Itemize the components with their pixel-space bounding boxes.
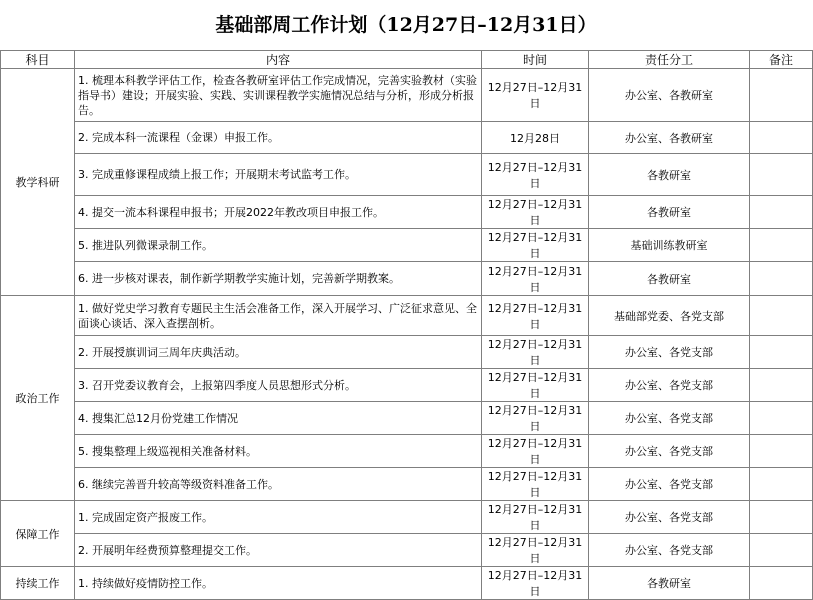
time-cell[interactable]: 12月27日–12月31日 bbox=[482, 154, 589, 196]
category-cell[interactable]: 持续工作 bbox=[1, 567, 75, 600]
content-cell[interactable]: 1. 完成固定资产报废工作。 bbox=[75, 501, 482, 534]
header-category: 科目 bbox=[1, 51, 75, 69]
responsibility-cell[interactable]: 办公室、各教研室 bbox=[589, 122, 750, 154]
content-cell[interactable]: 2. 完成本科一流课程（金课）申报工作。 bbox=[75, 122, 482, 154]
note-cell[interactable] bbox=[750, 196, 813, 229]
time-cell[interactable]: 12月27日–12月31日 bbox=[482, 229, 589, 262]
plan-table-container bbox=[0, 50, 812, 598]
table-row bbox=[1, 196, 813, 229]
table-row bbox=[1, 534, 813, 567]
note-cell[interactable] bbox=[750, 435, 813, 468]
table-row bbox=[1, 296, 813, 336]
responsibility-cell[interactable]: 办公室、各党支部 bbox=[589, 534, 750, 567]
time-cell[interactable]: 12月27日–12月31日 bbox=[482, 435, 589, 468]
header-responsibility: 责任分工 bbox=[589, 51, 750, 69]
responsibility-cell[interactable]: 各教研室 bbox=[589, 154, 750, 196]
table-row bbox=[1, 468, 813, 501]
note-cell[interactable] bbox=[750, 122, 813, 154]
responsibility-cell[interactable]: 基础训练教研室 bbox=[589, 229, 750, 262]
time-cell[interactable]: 12月27日–12月31日 bbox=[482, 336, 589, 369]
content-cell[interactable]: 2. 开展授旗训词三周年庆典活动。 bbox=[75, 336, 482, 369]
responsibility-cell[interactable]: 办公室、各党支部 bbox=[589, 336, 750, 369]
header-time: 时间 bbox=[482, 51, 589, 69]
plan-table bbox=[0, 50, 813, 600]
responsibility-cell[interactable]: 办公室、各党支部 bbox=[589, 501, 750, 534]
content-cell[interactable]: 5. 搜集整理上级巡视相关准备材料。 bbox=[75, 435, 482, 468]
content-cell[interactable]: 1. 梳理本科教学评估工作，检查各教研室评估工作完成情况，完善实验教材（实验指导书）建设；开展实验、实践、实训课程教学实施情况总结与分析，形成分析报告。 bbox=[75, 69, 482, 122]
content-cell[interactable]: 1. 做好党史学习教育专题民主生活会准备工作，深入开展学习、广泛征求意见、全面谈心谈话、深入查摆剖析。 bbox=[75, 296, 482, 336]
time-cell[interactable]: 12月27日–12月31日 bbox=[482, 402, 589, 435]
content-cell[interactable]: 4. 搜集汇总12月份党建工作情况 bbox=[75, 402, 482, 435]
content-cell[interactable]: 6. 进一步核对课表，制作新学期教学实施计划，完善新学期教案。 bbox=[75, 262, 482, 296]
note-cell[interactable] bbox=[750, 69, 813, 122]
time-cell[interactable]: 12月27日–12月31日 bbox=[482, 369, 589, 402]
time-cell[interactable]: 12月27日–12月31日 bbox=[482, 534, 589, 567]
note-cell[interactable] bbox=[750, 402, 813, 435]
category-cell[interactable]: 教学科研 bbox=[1, 69, 75, 296]
table-row bbox=[1, 567, 813, 600]
note-cell[interactable] bbox=[750, 336, 813, 369]
table-row bbox=[1, 369, 813, 402]
note-cell[interactable] bbox=[750, 262, 813, 296]
content-cell[interactable]: 4. 提交一流本科课程申报书；开展2022年教改项目申报工作。 bbox=[75, 196, 482, 229]
content-cell[interactable]: 2. 开展明年经费预算整理提交工作。 bbox=[75, 534, 482, 567]
table-row bbox=[1, 262, 813, 296]
content-cell[interactable]: 6. 继续完善晋升较高等级资料准备工作。 bbox=[75, 468, 482, 501]
content-cell[interactable]: 3. 完成重修课程成绩上报工作；开展期末考试监考工作。 bbox=[75, 154, 482, 196]
time-cell[interactable]: 12月27日–12月31日 bbox=[482, 468, 589, 501]
note-cell[interactable] bbox=[750, 296, 813, 336]
note-cell[interactable] bbox=[750, 369, 813, 402]
note-cell[interactable] bbox=[750, 468, 813, 501]
time-cell[interactable]: 12月27日–12月31日 bbox=[482, 69, 589, 122]
responsibility-cell[interactable]: 办公室、各党支部 bbox=[589, 369, 750, 402]
content-cell[interactable]: 5. 推进队列微课录制工作。 bbox=[75, 229, 482, 262]
responsibility-cell[interactable]: 办公室、各党支部 bbox=[589, 435, 750, 468]
header-note: 备注 bbox=[750, 51, 813, 69]
table-row bbox=[1, 501, 813, 534]
note-cell[interactable] bbox=[750, 229, 813, 262]
table-row bbox=[1, 229, 813, 262]
responsibility-cell[interactable]: 各教研室 bbox=[589, 262, 750, 296]
category-cell[interactable]: 保障工作 bbox=[1, 501, 75, 567]
responsibility-cell[interactable]: 各教研室 bbox=[589, 567, 750, 600]
note-cell[interactable] bbox=[750, 154, 813, 196]
responsibility-cell[interactable]: 办公室、各党支部 bbox=[589, 402, 750, 435]
note-cell[interactable] bbox=[750, 501, 813, 534]
time-cell[interactable]: 12月27日–12月31日 bbox=[482, 196, 589, 229]
page-title: 基础部周工作计划（12月27日–12月31日） bbox=[215, 14, 597, 36]
content-cell[interactable]: 1. 持续做好疫情防控工作。 bbox=[75, 567, 482, 600]
table-row bbox=[1, 402, 813, 435]
table-row bbox=[1, 435, 813, 468]
time-cell[interactable]: 12月27日–12月31日 bbox=[482, 262, 589, 296]
content-cell[interactable]: 3. 召开党委议教育会，上报第四季度人员思想形式分析。 bbox=[75, 369, 482, 402]
table-row bbox=[1, 336, 813, 369]
responsibility-cell[interactable]: 基础部党委、各党支部 bbox=[589, 296, 750, 336]
note-cell[interactable] bbox=[750, 567, 813, 600]
table-row bbox=[1, 122, 813, 154]
responsibility-cell[interactable]: 各教研室 bbox=[589, 196, 750, 229]
time-cell[interactable]: 12月27日–12月31日 bbox=[482, 501, 589, 534]
header-content: 内容 bbox=[75, 51, 482, 69]
time-cell[interactable]: 12月28日 bbox=[482, 122, 589, 154]
time-cell[interactable]: 12月27日–12月31日 bbox=[482, 567, 589, 600]
header-row bbox=[1, 51, 813, 69]
note-cell[interactable] bbox=[750, 534, 813, 567]
time-cell[interactable]: 12月27日–12月31日 bbox=[482, 296, 589, 336]
table-row bbox=[1, 154, 813, 196]
table-row bbox=[1, 69, 813, 122]
responsibility-cell[interactable]: 办公室、各教研室 bbox=[589, 69, 750, 122]
responsibility-cell[interactable]: 办公室、各党支部 bbox=[589, 468, 750, 501]
category-cell[interactable]: 政治工作 bbox=[1, 296, 75, 501]
